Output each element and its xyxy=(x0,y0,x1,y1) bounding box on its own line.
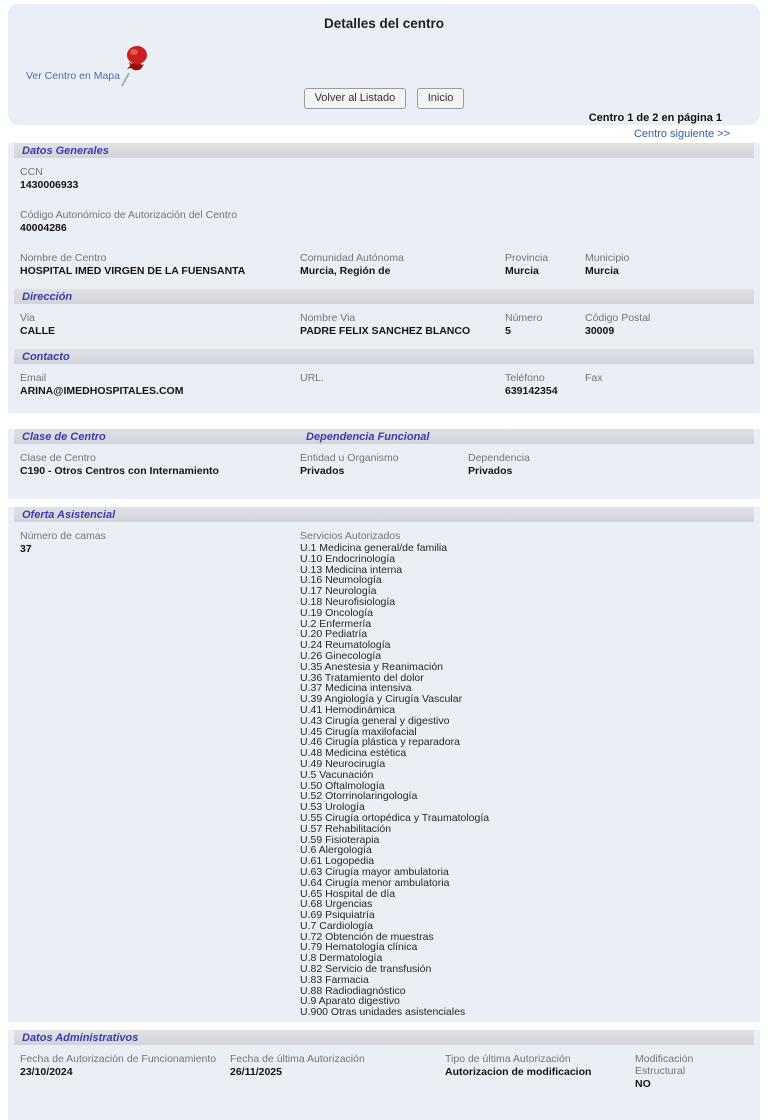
field-value: NO xyxy=(635,1078,651,1091)
section-header-contacto xyxy=(14,349,754,364)
service-item: U.2 Enfermería xyxy=(300,617,372,630)
section-header-oferta xyxy=(14,507,754,522)
field-row xyxy=(8,304,760,349)
section-title: Datos Generales xyxy=(22,144,109,157)
field-label: Clase de Centro xyxy=(20,452,96,464)
service-item: U.48 Medicina estética xyxy=(300,747,407,760)
service-item: U.20 Pediatría xyxy=(300,628,368,641)
autonomous-community-field xyxy=(300,252,505,277)
service-item: U.57 Rehabilitación xyxy=(300,822,392,835)
service-item: U.900 Otras unidades asistenciales xyxy=(300,1006,466,1019)
centre-details-page xyxy=(0,4,768,1091)
service-item: U.64 Cirugía menor ambulatoria xyxy=(300,876,450,889)
service-item: U.59 Fisioterapia xyxy=(300,833,380,846)
service-item: U.17 Neurología xyxy=(300,585,377,598)
field-label: Número xyxy=(505,312,543,324)
field-label: Dependencia xyxy=(468,452,530,464)
service-item: U.83 Farmacia xyxy=(300,973,369,986)
service-item: U.41 Hemodinámica xyxy=(300,703,396,716)
field-label: Código Autonómico de Autorización del Centro xyxy=(20,209,238,221)
field-value: Privados xyxy=(468,465,513,477)
field-value: PADRE FELIX SANCHEZ BLANCO xyxy=(300,325,471,337)
field-value: 30009 xyxy=(585,325,615,337)
field-value: Murcia, Región de xyxy=(300,265,391,277)
last-authorization-type-field xyxy=(445,1053,635,1090)
field-value: 26/11/2025 xyxy=(230,1066,282,1079)
service-item: U.24 Reumatología xyxy=(300,639,391,652)
service-item: U.79 Hematología clínica xyxy=(300,941,418,954)
field-value: Autorizacion de modificacion xyxy=(445,1066,592,1079)
field-label: Número de camas xyxy=(20,530,106,542)
field-label: URL. xyxy=(300,372,324,384)
section-gap xyxy=(0,499,768,507)
field-value: 23/10/2024 xyxy=(20,1066,73,1079)
centre-name-field xyxy=(20,252,300,277)
service-item: U.63 Cirugía mayor ambulatoria xyxy=(300,865,449,878)
map-pin-icon xyxy=(116,42,150,88)
field-label: Teléfono xyxy=(505,372,545,384)
pagination-status: Centro 1 de 2 en página 1 xyxy=(588,112,722,124)
field-value: 639142354 xyxy=(505,385,558,397)
service-item: U.7 Cardiología xyxy=(300,919,373,932)
service-item: U.88 Radiodiagnóstico xyxy=(300,984,406,997)
field-row xyxy=(8,364,760,413)
field-label: Servicios Autorizados xyxy=(300,530,401,542)
authorized-services-list xyxy=(300,543,760,1018)
section-title: Datos Administrativos xyxy=(22,1031,139,1044)
field-label: Fecha de Autorización de Funcionamiento xyxy=(20,1053,217,1066)
ccn-field xyxy=(20,166,300,191)
page-title: Detalles del centro xyxy=(323,16,445,31)
centre-class-field xyxy=(20,452,300,477)
service-item: U.61 Logopedia xyxy=(300,855,375,868)
field-label: Comunidad Autónoma xyxy=(300,252,404,264)
field-label: Via xyxy=(20,312,35,324)
email-field xyxy=(20,372,300,397)
section-header-datos-administrativos xyxy=(14,1030,754,1045)
field-row xyxy=(8,201,760,244)
section-title: Clase de Centro xyxy=(22,430,106,443)
field-value: 1430006933 xyxy=(20,179,79,191)
field-label: Email xyxy=(20,372,47,384)
service-item: U.50 Oftalmología xyxy=(300,779,385,792)
field-value: Privados xyxy=(300,465,345,477)
field-value: Murcia xyxy=(585,265,619,277)
service-item: U.37 Medicina intensiva xyxy=(300,682,412,695)
field-value: 5 xyxy=(505,325,511,337)
field-value: Murcia xyxy=(505,265,539,277)
fax-field xyxy=(585,372,760,397)
section-header-datos-generales xyxy=(14,143,754,158)
service-item: U.5 Vacunación xyxy=(300,768,374,781)
field-value: 40004286 xyxy=(20,222,67,234)
service-item: U.16 Neumología xyxy=(300,574,382,587)
service-item: U.72 Obtención de muestras xyxy=(300,930,434,943)
service-item: U.26 Ginecología xyxy=(300,649,382,662)
section-title: Dependencia Funcional xyxy=(306,430,430,443)
service-item: U.9 Aparato digestivo xyxy=(300,995,400,1008)
service-item: U.18 Neurofisiología xyxy=(300,595,396,608)
section-gap xyxy=(0,413,768,429)
service-item: U.53 Urología xyxy=(300,801,365,814)
beds-field xyxy=(20,530,300,1018)
field-label: Fecha de última Autorización xyxy=(230,1053,365,1066)
field-value: 37 xyxy=(20,543,32,555)
street-name-field xyxy=(300,312,505,337)
back-to-list-button[interactable]: Volver al Listado xyxy=(304,88,407,109)
field-label: Municipio xyxy=(585,252,630,264)
service-item: U.69 Psiquiatría xyxy=(300,909,375,922)
field-label: Tipo de última Autorización xyxy=(445,1053,571,1066)
home-button[interactable]: Inicio xyxy=(417,88,465,109)
service-item: U.65 Hospital de día xyxy=(300,887,396,900)
field-value: HOSPITAL IMED VIRGEN DE LA FUENSANTA xyxy=(20,265,246,277)
phone-field xyxy=(505,372,585,397)
field-label: Nombre Via xyxy=(300,312,356,324)
section-general-data xyxy=(8,143,760,413)
field-value: C190 - Otros Centros con Internamiento xyxy=(20,465,219,477)
field-label: Fax xyxy=(585,372,603,384)
section-gap xyxy=(0,1022,768,1030)
autonomous-code-field xyxy=(20,209,440,234)
field-row xyxy=(8,158,760,201)
section-care-offer xyxy=(8,507,760,1022)
next-centre-row xyxy=(8,125,760,143)
operation-authorization-date-field xyxy=(20,1053,230,1090)
service-item: U.10 Endocrinología xyxy=(300,552,396,565)
section-title: Dirección xyxy=(22,290,73,303)
service-item: U.6 Alergología xyxy=(300,844,372,857)
dependency-field xyxy=(468,452,760,477)
service-item: U.55 Cirugía ortopédica y Traumatología xyxy=(300,811,490,824)
section-title: Oferta Asistencial xyxy=(22,508,116,521)
section-header-direccion xyxy=(14,289,754,304)
view-centre-on-map-link[interactable]: Ver Centro en Mapa xyxy=(26,70,120,82)
section-administrative-data xyxy=(8,1030,760,1120)
url-field xyxy=(300,372,505,397)
last-authorization-date-field xyxy=(230,1053,445,1090)
next-centre-link[interactable]: Centro siguiente >> xyxy=(633,128,730,140)
service-item: U.1 Medicina general/de familia xyxy=(300,542,448,554)
field-label: CCN xyxy=(20,166,43,178)
field-value: ARINA@IMEDHOSPITALES.COM xyxy=(20,385,184,397)
section-title: Contacto xyxy=(22,350,70,363)
service-item: U.36 Tratamiento del dolor xyxy=(300,671,424,684)
field-label: Provincia xyxy=(505,252,549,264)
structural-modification-field xyxy=(635,1053,740,1090)
service-item: U.8 Dermatología xyxy=(300,952,383,965)
postal-code-field xyxy=(585,312,760,337)
authorized-services-field xyxy=(300,530,760,1018)
service-item: U.49 Neurocirugía xyxy=(300,757,386,770)
service-item: U.35 Anestesia y Reanimación xyxy=(300,660,443,673)
service-item: U.45 Cirugía maxilofacial xyxy=(300,725,417,738)
service-item: U.52 Otorrinolaringología xyxy=(300,790,418,803)
service-item: U.82 Servicio de transfusión xyxy=(300,963,432,976)
header-panel xyxy=(8,4,760,125)
municipality-field xyxy=(585,252,760,277)
field-value: CALLE xyxy=(20,325,55,337)
street-number-field xyxy=(505,312,585,337)
service-item: U.46 Cirugía plástica y reparadora xyxy=(300,736,460,749)
service-item: U.39 Angiología y Cirugía Vascular xyxy=(300,693,463,706)
service-item: U.13 Medicina interna xyxy=(300,563,403,576)
province-field xyxy=(505,252,585,277)
service-item: U.68 Urgencias xyxy=(300,898,373,911)
field-row xyxy=(8,444,760,499)
via-field xyxy=(20,312,300,337)
field-label: Código Postal xyxy=(585,312,651,324)
field-label: Modificación Estructural xyxy=(635,1053,694,1078)
service-item: U.19 Oncología xyxy=(300,606,373,619)
field-row xyxy=(8,244,760,289)
section-header-clase-dependencia xyxy=(14,429,754,444)
field-label: Entidad u Organismo xyxy=(300,452,399,464)
section-centre-class xyxy=(8,429,760,499)
field-row xyxy=(8,522,760,1022)
entity-field xyxy=(300,452,468,477)
field-row xyxy=(8,1045,760,1100)
field-label: Nombre de Centro xyxy=(20,252,107,264)
service-item: U.43 Cirugía general y digestivo xyxy=(300,714,450,727)
